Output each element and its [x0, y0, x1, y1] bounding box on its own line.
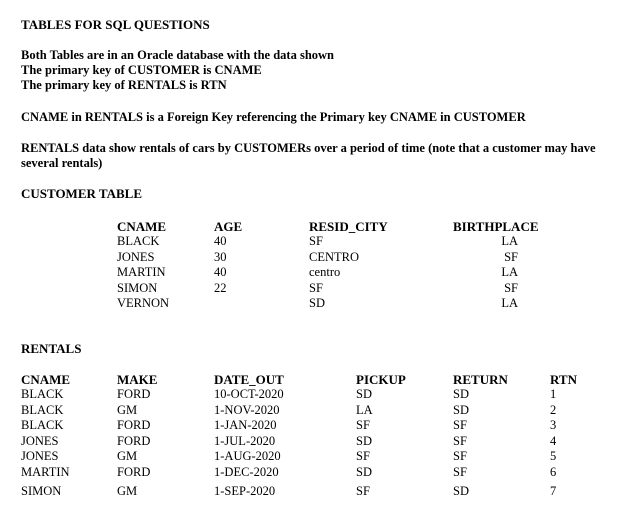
customer-cell-birthplace: LA: [501, 234, 518, 248]
rentals-cell-cname: SIMON: [21, 483, 62, 498]
customer-cell-cname: BLACK: [117, 234, 160, 248]
rentals-cell-date-out: 1-DEC-2020: [214, 465, 279, 479]
customer-cell-resid-city: CENTRO: [309, 249, 359, 264]
rentals-cell-return: SD: [453, 483, 469, 498]
customer-cell-birthplace: SF: [504, 249, 518, 264]
rentals-header-rtn: RTN: [550, 372, 577, 387]
rentals-cell-date-out: 1-SEP-2020: [214, 483, 276, 498]
rentals-header-date-out: DATE_OUT: [214, 372, 284, 387]
customer-cell-resid-city: SF: [309, 280, 323, 295]
rentals-cell-cname: BLACK: [21, 402, 64, 417]
page-title: TABLES FOR SQL QUESTIONS: [21, 17, 210, 32]
rentals-cell-make: GM: [117, 402, 138, 417]
rentals-cell-cname: BLACK: [21, 418, 64, 433]
rentals-cell-return: SF: [453, 465, 467, 479]
rentals-cell-cname: MARTIN: [21, 465, 70, 479]
rentals-header-pickup: PICKUP: [356, 372, 406, 387]
rentals-cell-date-out: 1-JUL-2020: [214, 433, 276, 448]
rentals-cell-date-out: 1-JAN-2020: [214, 418, 277, 433]
customer-cell-age: 30: [214, 249, 227, 264]
rentals-cell-rtn: 4: [550, 433, 557, 448]
rentals-cell-make: FORD: [117, 387, 151, 401]
rentals-header-return: RETURN: [453, 372, 508, 387]
rentals-cell-return: SF: [453, 449, 467, 464]
note-customer-pk: The primary key of CUSTOMER is CNAME: [21, 63, 262, 77]
note-rentals-pk: The primary key of RENTALS is RTN: [21, 78, 227, 92]
customer-cell-cname: JONES: [117, 249, 155, 264]
rentals-table-heading: RENTALS: [21, 341, 82, 356]
rentals-cell-pickup: SD: [356, 465, 372, 479]
note-rentals-description: RENTALS data show rentals of cars by CUSTOMERs over a period of time (note that a customer may have several rentals): [21, 141, 596, 170]
rentals-header-cname: CNAME: [21, 372, 71, 387]
rentals-cell-make: GM: [117, 449, 138, 464]
rentals-cell-return: SD: [453, 387, 469, 401]
rentals-cell-make: FORD: [117, 433, 151, 448]
customer-cell-age: 22: [214, 280, 227, 295]
customer-table-heading: CUSTOMER TABLE: [21, 186, 143, 201]
rentals-cell-make: GM: [117, 483, 138, 498]
rentals-cell-cname: JONES: [21, 449, 59, 464]
customer-cell-age: 40: [214, 265, 227, 279]
customer-cell-resid-city: SD: [309, 296, 325, 310]
customer-header-birthplace: BIRTHPLACE: [453, 219, 539, 234]
rentals-cell-rtn: 5: [550, 449, 557, 464]
customer-cell-birthplace: LA: [501, 265, 518, 279]
customer-cell-birthplace: SF: [504, 280, 518, 295]
rentals-cell-pickup: SD: [356, 387, 372, 401]
customer-header-cname: CNAME: [117, 219, 167, 234]
rentals-header-make: MAKE: [117, 372, 158, 387]
rentals-cell-cname: BLACK: [21, 387, 64, 401]
rentals-cell-rtn: 6: [550, 465, 557, 479]
customer-cell-resid-city: SF: [309, 234, 323, 248]
rentals-cell-date-out: 1-NOV-2020: [214, 402, 280, 417]
rentals-cell-date-out: 10-OCT-2020: [214, 387, 284, 401]
rentals-cell-return: SD: [453, 402, 469, 417]
rentals-cell-cname: JONES: [21, 433, 59, 448]
customer-cell-birthplace: LA: [501, 296, 518, 310]
note-foreign-key: CNAME in RENTALS is a Foreign Key referencing the Primary key CNAME in CUSTOMER: [21, 110, 526, 124]
rentals-cell-pickup: SF: [356, 418, 370, 433]
customer-header-resid-city: RESID_CITY: [309, 219, 388, 234]
customer-cell-cname: VERNON: [117, 296, 170, 310]
rentals-cell-return: SF: [453, 418, 467, 433]
rentals-cell-pickup: SD: [356, 433, 372, 448]
rentals-cell-pickup: LA: [356, 402, 373, 417]
rentals-cell-return: SF: [453, 433, 467, 448]
note-database: Both Tables are in an Oracle database with the data shown: [21, 48, 335, 62]
rentals-cell-rtn: 1: [550, 387, 557, 401]
rentals-cell-pickup: SF: [356, 483, 370, 498]
rentals-cell-rtn: 2: [550, 402, 557, 417]
customer-header-age: AGE: [214, 219, 243, 234]
rentals-cell-date-out: 1-AUG-2020: [214, 449, 281, 464]
customer-cell-cname: MARTIN: [117, 265, 166, 279]
rentals-cell-pickup: SF: [356, 449, 370, 464]
customer-cell-resid-city: centro: [309, 265, 341, 279]
rentals-cell-rtn: 3: [550, 418, 557, 433]
rentals-cell-make: FORD: [117, 418, 151, 433]
rentals-cell-rtn: 7: [550, 483, 557, 498]
rentals-cell-make: FORD: [117, 465, 151, 479]
customer-cell-age: 40: [214, 234, 227, 248]
customer-cell-cname: SIMON: [117, 280, 158, 295]
